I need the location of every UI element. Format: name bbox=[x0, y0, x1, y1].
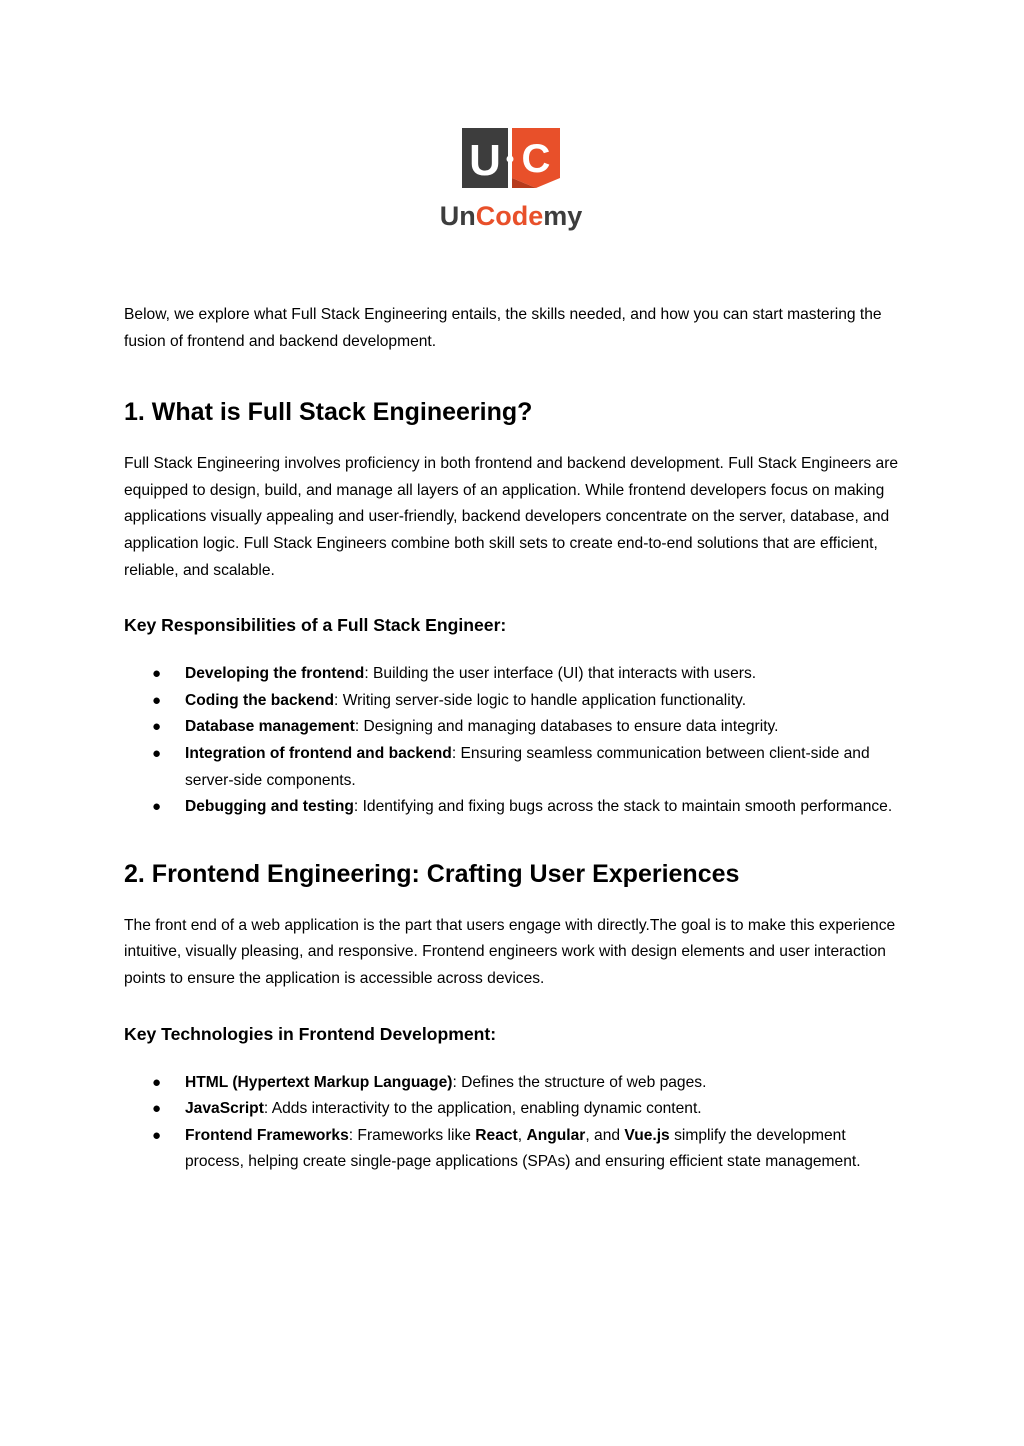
list-item: ● Developing the frontend: Building the user interface (UI) that interacts with users. bbox=[124, 661, 900, 688]
section2-heading: 2. Frontend Engineering: Crafting User Experiences bbox=[124, 859, 740, 888]
logo-wordmark: UnCodemy bbox=[439, 201, 583, 231]
bullet-icon: ● bbox=[152, 718, 162, 736]
list-item: ● Integration of frontend and backend: Ensuring seamless communication between client-side and server-side components. bbox=[124, 741, 900, 794]
intro-paragraph: Below, we explore what Full Stack Engineering entails, the skills needed, and how you can start mastering the fusion of frontend and backend development. bbox=[124, 306, 882, 350]
list-item: ● Database management: Designing and managing databases to ensure data integrity. bbox=[124, 714, 900, 741]
bullet-icon: ● bbox=[152, 665, 162, 683]
section1-paragraph: Full Stack Engineering involves proficiency in both frontend and backend development. Full Stack Engineers are equipped to design, build, and manage all layers of an application. While frontend developers focus on making applications visually appealing and user-friendly, backend developers concentrate on the server, database, and application logic. Full Stack Engineers combine both skill sets to create end-to-end solutions that are efficient, reliable, and scalable. bbox=[124, 455, 899, 579]
section1-heading: 1. What is Full Stack Engineering? bbox=[124, 398, 533, 427]
list-item: ● Coding the backend: Writing server-side logic to handle application functionality. bbox=[124, 688, 900, 715]
section2-subheading: Key Technologies in Frontend Development: bbox=[124, 1023, 497, 1044]
responsibilities-list bbox=[124, 661, 900, 821]
bullet-icon: ● bbox=[152, 1100, 162, 1118]
list-item: ● HTML (Hypertext Markup Language): Defines the structure of web pages. bbox=[124, 1070, 900, 1097]
technologies-list bbox=[124, 1070, 900, 1176]
section2-paragraph: The front end of a web application is the part that users engage with directly.The goal is to make this experience intuitive, visually pleasing, and responsive. Frontend engineers work with design elements and user interaction points to ensure the application is accessible across devices. bbox=[124, 916, 896, 987]
uncodemy-logo bbox=[430, 125, 592, 233]
list-item: ● JavaScript: Adds interactivity to the application, enabling dynamic content. bbox=[124, 1096, 900, 1123]
bullet-icon: ● bbox=[152, 691, 162, 709]
logo-mark-c: C bbox=[521, 137, 551, 181]
bullet-icon: ● bbox=[152, 1126, 162, 1144]
bullet-icon: ● bbox=[152, 744, 162, 762]
list-item: ● Frontend Frameworks: Frameworks like React, Angular, and Vue.js simplify the development process, helping create single-page applications (SPAs) and ensuring efficient state management. bbox=[124, 1123, 900, 1176]
section1-subheading: Key Responsibilities of a Full Stack Engineer: bbox=[124, 615, 507, 636]
document-body bbox=[124, 302, 900, 1176]
bullet-icon: ● bbox=[152, 1073, 162, 1091]
bullet-icon: ● bbox=[152, 798, 162, 816]
list-item: ● Debugging and testing: Identifying and fixing bugs across the stack to maintain smooth performance. bbox=[124, 794, 900, 821]
logo-mark-u: U bbox=[469, 136, 501, 185]
